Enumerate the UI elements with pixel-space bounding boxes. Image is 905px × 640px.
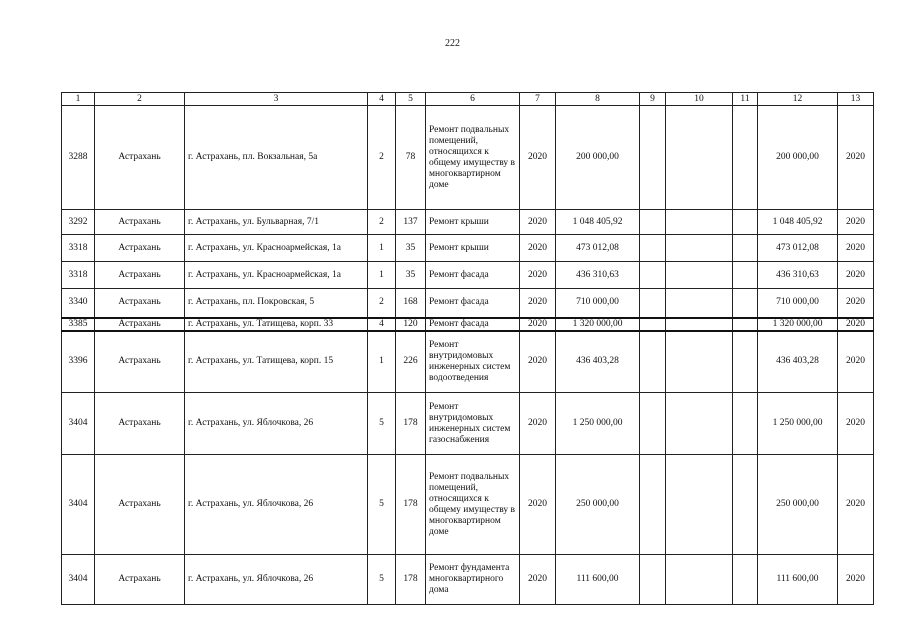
cell-col-10 [666,235,733,262]
cell-col-1: 3292 [62,210,95,235]
cell-col-10 [666,331,733,393]
cell-col-12: 250 000,00 [758,455,838,555]
cell-col-4: 5 [368,455,396,555]
cell-col-6: Ремонт внутридомовых инженерных систем водоотведения [426,331,520,393]
cell-col-2: Астрахань [95,235,185,262]
cell-col-7: 2020 [520,331,556,393]
table-row [62,331,874,393]
cell-col-4: 5 [368,555,396,605]
cell-col-6: Ремонт внутридомовых инженерных систем газоснабжения [426,393,520,455]
cell-col-9 [640,210,666,235]
cell-col-3: г. Астрахань, пл. Вокзальная, 5а [185,106,368,210]
cell-col-1: 3318 [62,235,95,262]
cell-col-13: 2020 [838,289,874,318]
cell-col-5: 178 [396,455,426,555]
cell-col-7: 2020 [520,106,556,210]
cell-col-2: Астрахань [95,455,185,555]
cell-col-12: 436 310,63 [758,262,838,289]
cell-col-8: 200 000,00 [556,106,640,210]
header-cell: 9 [640,93,666,106]
cell-col-12: 436 403,28 [758,331,838,393]
repair-register-table [61,92,874,605]
cell-col-8: 250 000,00 [556,455,640,555]
cell-col-5: 168 [396,289,426,318]
cell-col-11 [733,331,758,393]
cell-col-1: 3318 [62,262,95,289]
cell-col-12: 1 048 405,92 [758,210,838,235]
header-cell: 1 [62,93,95,106]
header-cell: 5 [396,93,426,106]
cell-col-2: Астрахань [95,555,185,605]
cell-col-13: 2020 [838,331,874,393]
cell-col-5: 226 [396,331,426,393]
header-cell: 6 [426,93,520,106]
cell-col-3: г. Астрахань, ул. Яблочкова, 26 [185,393,368,455]
cell-col-8: 1 250 000,00 [556,393,640,455]
cell-col-5: 178 [396,393,426,455]
cell-col-3: г. Астрахань, ул. Татищева, корп. 15 [185,331,368,393]
cell-col-6: Ремонт подвальных помещений, относящихся к общему имуществу в многоквартирном доме [426,455,520,555]
cell-col-10 [666,318,733,331]
cell-col-11 [733,262,758,289]
header-cell: 8 [556,93,640,106]
cell-col-1: 3404 [62,555,95,605]
cell-col-5: 137 [396,210,426,235]
cell-col-3: г. Астрахань, ул. Красноармейская, 1а [185,262,368,289]
cell-col-9 [640,262,666,289]
cell-col-12: 1 320 000,00 [758,318,838,331]
cell-col-6: Ремонт крыши [426,210,520,235]
cell-col-2: Астрахань [95,289,185,318]
cell-col-4: 1 [368,331,396,393]
cell-col-7: 2020 [520,235,556,262]
cell-col-9 [640,455,666,555]
table-row [62,106,874,210]
cell-col-11 [733,318,758,331]
cell-col-13: 2020 [838,106,874,210]
cell-col-4: 4 [368,318,396,331]
cell-col-2: Астрахань [95,210,185,235]
header-row [62,93,874,106]
cell-col-7: 2020 [520,262,556,289]
cell-col-2: Астрахань [95,331,185,393]
table-row [62,318,874,331]
cell-col-5: 35 [396,262,426,289]
header-cell: 2 [95,93,185,106]
cell-col-12: 710 000,00 [758,289,838,318]
cell-col-11 [733,555,758,605]
cell-col-1: 3340 [62,289,95,318]
cell-col-8: 473 012,08 [556,235,640,262]
cell-col-1: 3396 [62,331,95,393]
cell-col-8: 111 600,00 [556,555,640,605]
cell-col-6: Ремонт фундамента многоквартирного дома [426,555,520,605]
cell-col-7: 2020 [520,210,556,235]
cell-col-2: Астрахань [95,393,185,455]
cell-col-5: 178 [396,555,426,605]
cell-col-13: 2020 [838,455,874,555]
header-cell: 7 [520,93,556,106]
page-number: 222 [445,38,460,49]
cell-col-6: Ремонт фасада [426,262,520,289]
cell-col-9 [640,318,666,331]
cell-col-6: Ремонт крыши [426,235,520,262]
table-row [62,210,874,235]
cell-col-3: г. Астрахань, ул. Бульварная, 7/1 [185,210,368,235]
cell-col-2: Астрахань [95,262,185,289]
cell-col-8: 1 320 000,00 [556,318,640,331]
cell-col-12: 1 250 000,00 [758,393,838,455]
cell-col-11 [733,106,758,210]
cell-col-3: г. Астрахань, ул. Яблочкова, 26 [185,455,368,555]
table-row [62,393,874,455]
cell-col-9 [640,106,666,210]
cell-col-13: 2020 [838,393,874,455]
cell-col-12: 473 012,08 [758,235,838,262]
cell-col-13: 2020 [838,555,874,605]
cell-col-10 [666,455,733,555]
cell-col-10 [666,262,733,289]
cell-col-11 [733,455,758,555]
cell-col-3: г. Астрахань, ул. Татищева, корп. 33 [185,318,368,331]
cell-col-3: г. Астрахань, пл. Покровская, 5 [185,289,368,318]
cell-col-5: 120 [396,318,426,331]
header-cell: 4 [368,93,396,106]
cell-col-7: 2020 [520,555,556,605]
cell-col-2: Астрахань [95,318,185,331]
cell-col-2: Астрахань [95,106,185,210]
header-cell: 3 [185,93,368,106]
table-row [62,289,874,318]
cell-col-4: 2 [368,106,396,210]
table-row [62,262,874,289]
cell-col-10 [666,555,733,605]
cell-col-1: 3288 [62,106,95,210]
cell-col-10 [666,106,733,210]
cell-col-7: 2020 [520,318,556,331]
cell-col-11 [733,289,758,318]
cell-col-10 [666,210,733,235]
cell-col-9 [640,393,666,455]
cell-col-6: Ремонт подвальных помещений, относящихся к общему имуществу в многоквартирном доме [426,106,520,210]
cell-col-1: 3404 [62,455,95,555]
cell-col-13: 2020 [838,235,874,262]
header-cell: 13 [838,93,874,106]
cell-col-6: Ремонт фасада [426,318,520,331]
cell-col-1: 3404 [62,393,95,455]
table-row [62,555,874,605]
header-cell: 11 [733,93,758,106]
table-row [62,235,874,262]
cell-col-9 [640,331,666,393]
cell-col-8: 436 310,63 [556,262,640,289]
header-cell: 12 [758,93,838,106]
cell-col-6: Ремонт фасада [426,289,520,318]
cell-col-4: 1 [368,262,396,289]
cell-col-1: 3385 [62,318,95,331]
cell-col-7: 2020 [520,393,556,455]
cell-col-8: 710 000,00 [556,289,640,318]
cell-col-13: 2020 [838,262,874,289]
cell-col-10 [666,393,733,455]
cell-col-3: г. Астрахань, ул. Яблочкова, 26 [185,555,368,605]
cell-col-11 [733,393,758,455]
cell-col-4: 5 [368,393,396,455]
cell-col-4: 1 [368,235,396,262]
cell-col-12: 111 600,00 [758,555,838,605]
cell-col-11 [733,210,758,235]
cell-col-4: 2 [368,210,396,235]
cell-col-9 [640,289,666,318]
cell-col-4: 2 [368,289,396,318]
cell-col-9 [640,235,666,262]
cell-col-13: 2020 [838,210,874,235]
cell-col-8: 1 048 405,92 [556,210,640,235]
header-cell: 10 [666,93,733,106]
cell-col-5: 35 [396,235,426,262]
cell-col-11 [733,235,758,262]
cell-col-9 [640,555,666,605]
cell-col-8: 436 403,28 [556,331,640,393]
cell-col-7: 2020 [520,289,556,318]
cell-col-7: 2020 [520,455,556,555]
cell-col-3: г. Астрахань, ул. Красноармейская, 1а [185,235,368,262]
cell-col-12: 200 000,00 [758,106,838,210]
cell-col-10 [666,289,733,318]
cell-col-5: 78 [396,106,426,210]
table-row [62,455,874,555]
cell-col-13: 2020 [838,318,874,331]
